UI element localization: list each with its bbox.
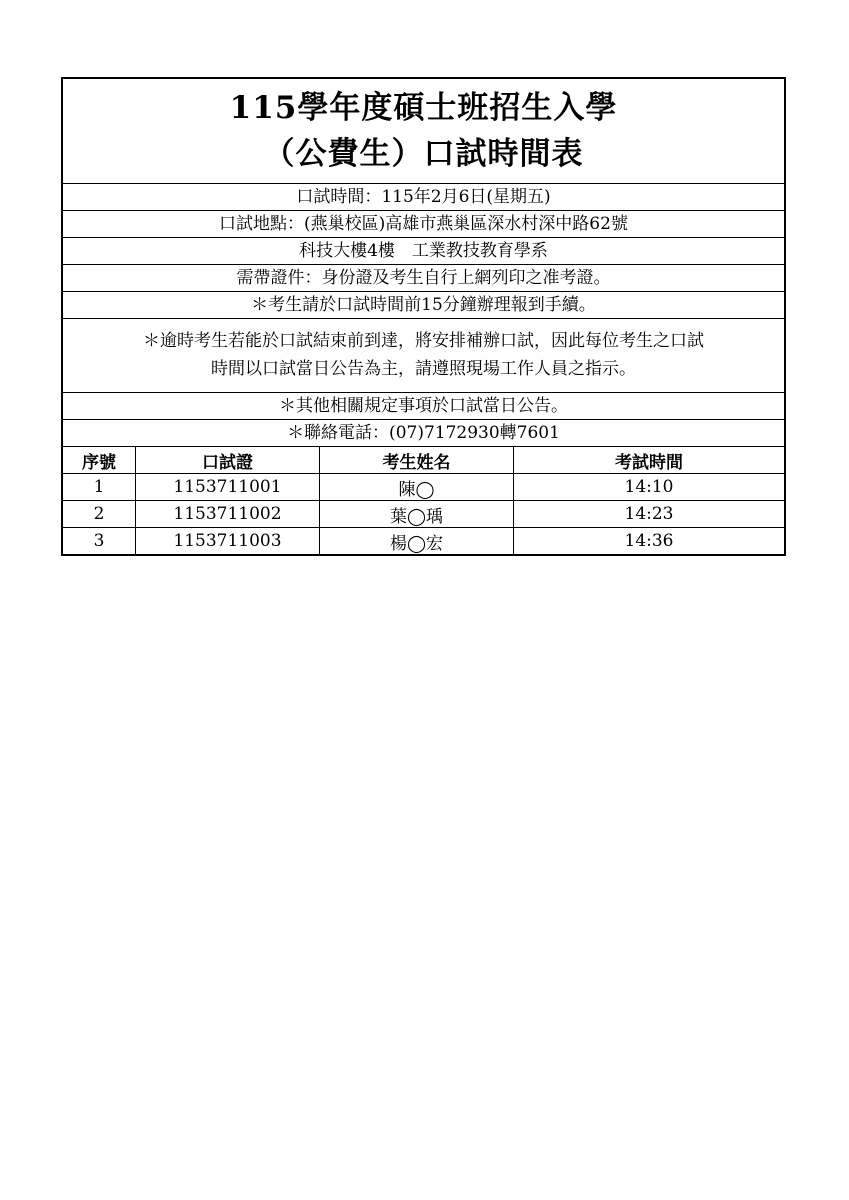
other-rules: ＊其他相關規定事項於口試當日公告。 — [63, 393, 784, 420]
exam-location: 口試地點：(燕巢校區)高雄市燕巢區深水村深中路62號 — [63, 211, 784, 238]
header-exam-id: 口試證 — [136, 447, 320, 474]
cell-exam-time: 14:10 — [514, 474, 785, 501]
cell-candidate-name: 楊◯宏 — [320, 528, 514, 555]
page-title: 115學年度碩士班招生入學 — [229, 90, 618, 126]
cell-exam-time: 14:23 — [514, 501, 785, 528]
late-note-line: ＊逾時考生若能於口試結束前到達，將安排補辦口試，因此每位考生之口試 — [143, 331, 704, 351]
header-candidate-name: 考生姓名 — [320, 447, 514, 474]
cell-seq: 1 — [63, 474, 136, 501]
cell-candidate-name: 陳◯ — [320, 474, 514, 501]
exam-building: 科技大樓4樓 工業教技教育學系 — [63, 238, 784, 265]
cell-exam-time: 14:36 — [514, 528, 785, 555]
late-arrival-note — [63, 319, 784, 393]
table-row — [63, 474, 784, 501]
cell-candidate-name: 葉◯瑀 — [320, 501, 514, 528]
page-subtitle: （公費生）口試時間表 — [263, 136, 584, 172]
required-documents: 需帶證件：身份證及考生自行上網列印之准考證。 — [63, 265, 784, 292]
contact-phone: ＊聯絡電話：(07)7172930轉7601 — [63, 420, 784, 447]
cell-seq: 3 — [63, 528, 136, 555]
schedule-table — [63, 447, 784, 554]
header-seq: 序號 — [63, 447, 136, 474]
header-exam-time: 考試時間 — [514, 447, 785, 474]
table-row — [63, 528, 784, 555]
table-header-row — [63, 447, 784, 474]
late-note-line: 時間以口試當日公告為主，請遵照現場工作人員之指示。 — [211, 359, 636, 379]
cell-exam-id: 1153711002 — [136, 501, 320, 528]
cell-seq: 2 — [63, 501, 136, 528]
exam-date: 口試時間：115年2月6日(星期五) — [63, 184, 784, 211]
checkin-notice: ＊考生請於口試時間前15分鐘辦理報到手續。 — [63, 292, 784, 319]
schedule-sheet — [61, 77, 786, 556]
cell-exam-id: 1153711003 — [136, 528, 320, 555]
cell-exam-id: 1153711001 — [136, 474, 320, 501]
title-block — [63, 79, 784, 184]
table-row — [63, 501, 784, 528]
